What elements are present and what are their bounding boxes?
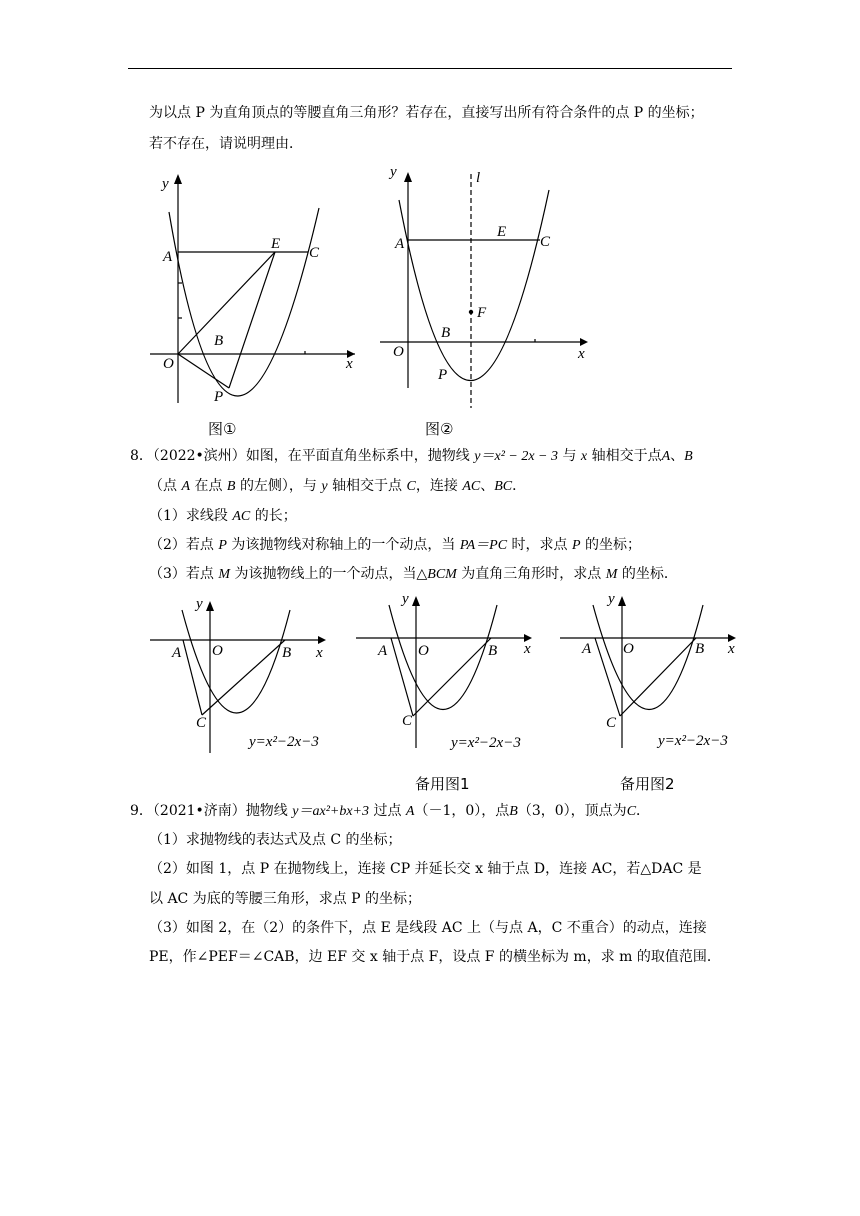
fig3a-x-label: x	[316, 645, 323, 661]
fig3c-caption: 备用图2	[620, 775, 675, 793]
figure-3c	[560, 590, 760, 750]
q9-part-2a: （2）如图 1，点 P 在抛物线上，连接 CP 并延长交 x 轴于点 D，连接 AC，若△DAC 是	[149, 861, 702, 877]
intro-line-1: 为以点 P 为直角顶点的等腰直角三角形？若存在，直接写出所有符合条件的点 P 的坐标；	[149, 105, 704, 121]
fig1-point-E: E	[271, 236, 281, 252]
fig2-x-label: x	[578, 346, 585, 362]
fig3a-point-C: C	[196, 715, 207, 731]
fig2-caption: 图②	[425, 420, 454, 438]
fig1-point-P: P	[214, 389, 224, 405]
q8-part-2: （2）若点 P 为该抛物线对称轴上的一个动点，当 PA＝PC 时，求点 P 的坐标；	[149, 537, 641, 553]
fig1-point-C: C	[309, 245, 320, 261]
fig2-y-label: y	[390, 164, 397, 180]
q8-line-2: （点 A 在点 B 的左侧），与 y 轴相交于点 C，连接 AC、BC．	[149, 478, 527, 494]
q9-part-1: （1）求抛物线的表达式及点 C 的坐标；	[149, 832, 402, 848]
figure-2	[380, 160, 590, 410]
figure-1	[150, 168, 353, 428]
header-rule	[128, 68, 732, 69]
fig3c-equation: y=x²−2x−3	[658, 733, 728, 749]
fig2-point-C: C	[540, 234, 551, 250]
fig2-point-B: B	[441, 325, 451, 341]
fig3c-point-C: C	[606, 715, 617, 731]
fig3b-point-C: C	[402, 713, 413, 729]
fig3b-point-O: O	[418, 643, 429, 659]
fig1-point-B: B	[214, 333, 224, 349]
fig3c-x-label: x	[728, 641, 735, 657]
fig3b-equation: y=x²−2x−3	[451, 735, 521, 751]
fig2-point-A: A	[395, 236, 405, 252]
q9-part-3b: PE，作∠PEF＝∠CAB，边 EF 交 x 轴于点 F，设点 F 的横坐标为 m，求 m 的取值范围．	[149, 949, 721, 965]
fig1-point-O: O	[163, 356, 174, 372]
q9-line-1: 9．（2021•济南）抛物线 y＝ax²+bx+3 过点 A（－1，0），点B（3，0），顶点为C．	[130, 803, 651, 819]
fig3c-point-O: O	[623, 641, 634, 657]
fig3c-point-B: B	[695, 641, 705, 657]
figure-3a	[150, 595, 350, 755]
fig1-caption: 图①	[208, 420, 237, 438]
fig3b-point-B: B	[488, 643, 498, 659]
fig3b-y-label: y	[402, 591, 409, 607]
q8-part-1: （1）求线段 AC 的长；	[149, 508, 297, 524]
fig3c-point-A: A	[582, 641, 592, 657]
figure-3b	[356, 590, 556, 750]
fig3a-point-O: O	[212, 643, 223, 659]
fig3b-caption: 备用图1	[415, 775, 470, 793]
fig3a-point-A: A	[172, 645, 182, 661]
q8-line-1: 8．（2022•滨州）如图，在平面直角坐标系中，抛物线 y＝x² − 2x − 3 与 x 轴相交于点A、B	[130, 448, 693, 464]
fig3a-equation: y=x²−2x−3	[249, 734, 319, 750]
fig3c-y-label: y	[608, 591, 615, 607]
fig3b-x-label: x	[524, 641, 531, 657]
fig2-point-P: P	[438, 367, 448, 383]
fig2-point-F: F	[477, 305, 487, 321]
fig2-point-E: E	[497, 224, 507, 240]
fig3a-y-label: y	[196, 596, 203, 612]
fig1-point-A: A	[163, 249, 173, 265]
fig2-point-O: O	[393, 344, 404, 360]
q8-part-3: （3）若点 M 为该抛物线上的一个动点，当△BCM 为直角三角形时，求点 M 的坐标．	[149, 566, 678, 582]
q9-part-2b: 以 AC 为底的等腰三角形，求点 P 的坐标；	[149, 891, 422, 907]
fig3b-point-A: A	[378, 643, 388, 659]
intro-line-2: 若不存在，请说明理由．	[149, 136, 303, 152]
fig2-line-l: l	[476, 170, 481, 186]
fig3a-point-B: B	[282, 645, 292, 661]
q9-part-3a: （3）如图 2，在（2）的条件下，点 E 是线段 AC 上（与点 A，C 不重合）的动点，连接	[149, 920, 707, 936]
fig1-x-label: x	[346, 356, 353, 372]
fig1-y-label: y	[162, 176, 169, 192]
